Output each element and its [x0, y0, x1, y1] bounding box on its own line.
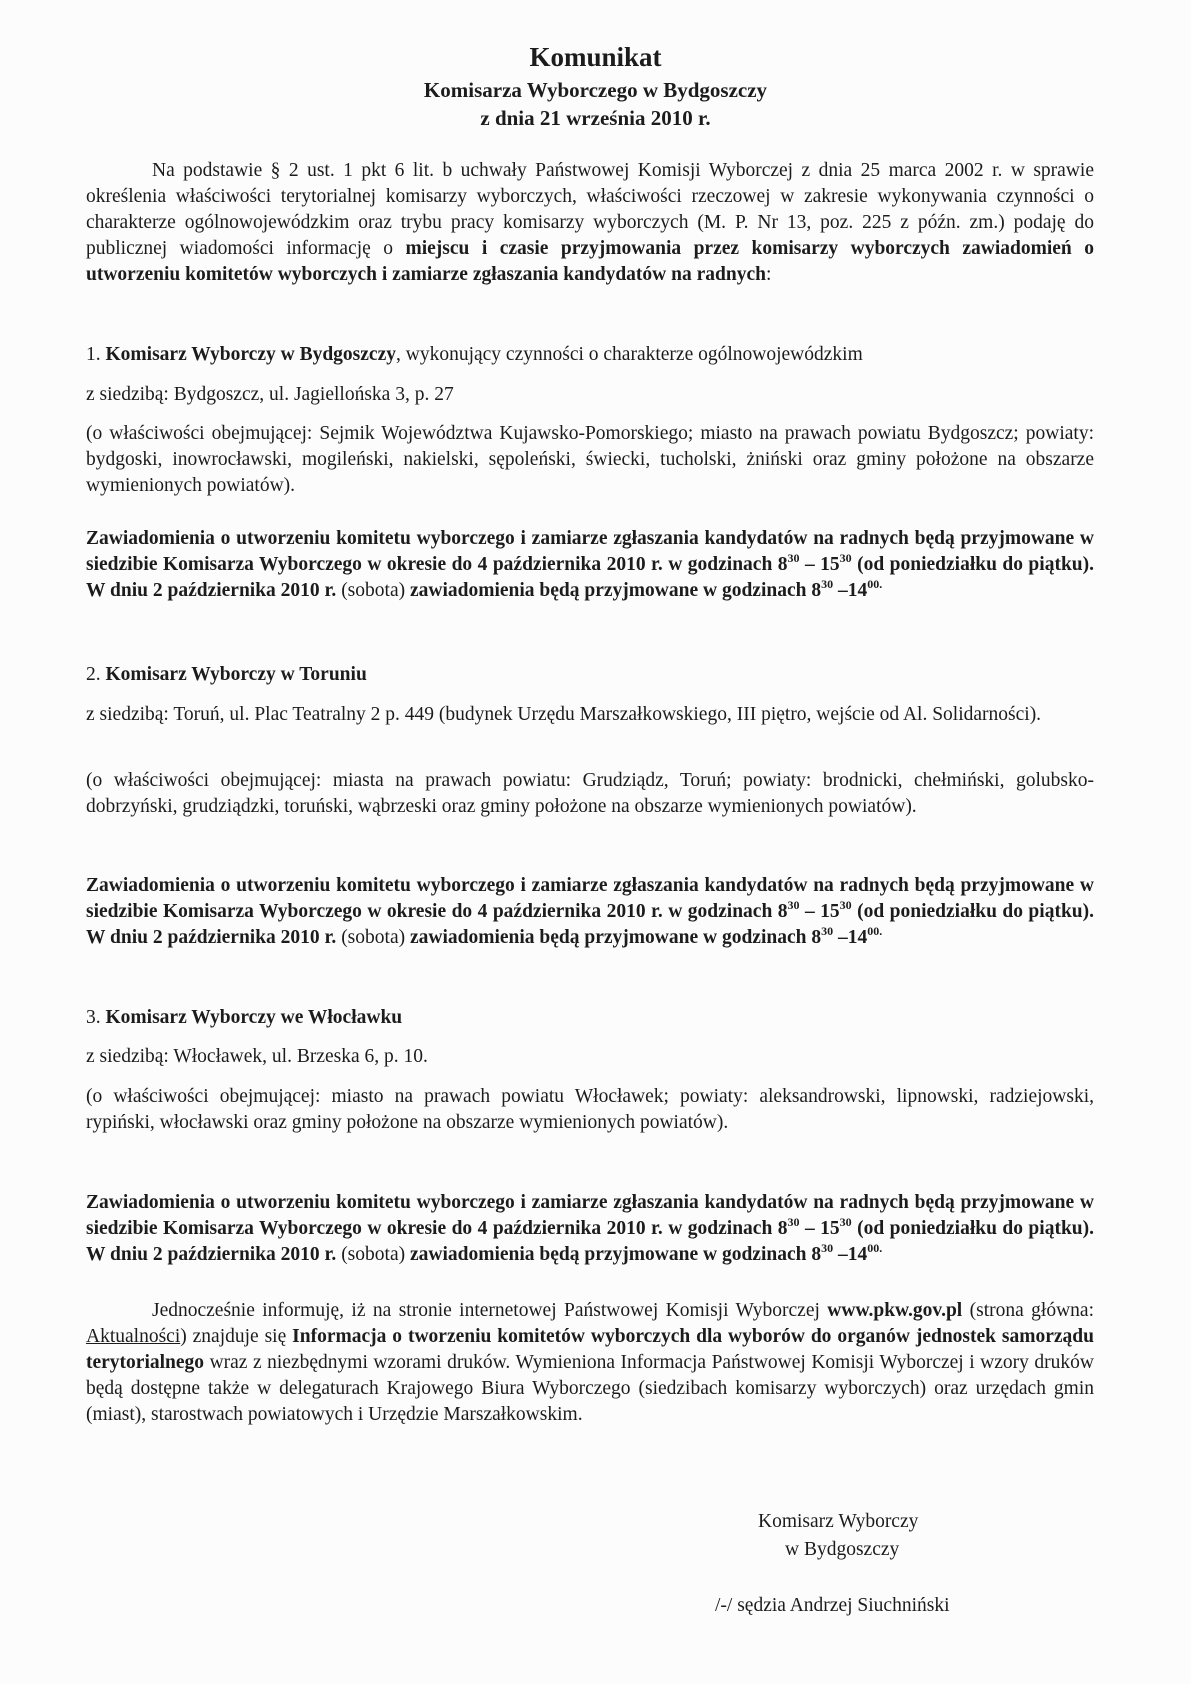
closing-bold: Informacja o tworzeniu komitetów wyborczych dla wyborów do organów jednostek samorządu terytorialnego	[86, 1326, 1094, 1373]
document-subtitle: Komisarza Wyborczego w Bydgoszczy	[423, 78, 768, 102]
intro-bold: miejscu i czasie przyjmowania przez komisarzy wyborczych zawiadomień o utworzeniu komitetów wyborczych i zamiarze zgłaszania kandydatów na radnych	[86, 238, 1094, 285]
closing-paragraph: Jednocześnie informuję, iż na stronie internetowej Państwowej Komisji Wyborczej www.pkw.gov.pl (strona główna: Aktualności) znajduje się Informacja o tworzeniu komitetów wyborczych dla wyborów do organów jednostek samorządu terytorialnego wraz z niezbędnymi wzorami druków. Wymieniona Informacja Państwowej Komisji Wyborczej i wzory druków będą dostępne także w delegaturach Krajowego Biura Wyborczego (siedzibach komisarzy wyborczych) oraz urzędach gmin (miast), starostwach powiatowych i Urzędzie Marszałkowskim.	[86, 1300, 1094, 1425]
pkw-url: www.pkw.gov.pl	[827, 1300, 963, 1321]
section-1-number: 1.	[86, 344, 106, 365]
aktualnosci-link: Aktualności	[86, 1326, 181, 1347]
document-title: Komunikat	[529, 42, 662, 72]
section-3-number: 3.	[86, 1007, 106, 1028]
signature-office: w Bydgoszczy	[785, 1539, 900, 1560]
section-3-name: Komisarz Wyborczy we Włocławku	[105, 1007, 403, 1028]
section-2-notice: Zawiadomienia o utworzeniu komitetu wyborczego i zamiarze zgłaszania kandydatów na radnych będą przyjmowane w siedzibie Komisarza Wyborczego w okresie do 4 października 2010 r. w godzinach $8^{30} - 15^{30}$ (od poniedziałku do piątku). W dniu 2 października 2010 r. (sobota) zawiadomienia będą przyjmowane w godzinach $8^{30}$ $-14^{00.}$	[86, 875, 1094, 948]
section-1-heading	[86, 342, 863, 368]
section-2-heading	[86, 662, 367, 688]
intro-paragraph	[86, 158, 1094, 288]
document-date: z dnia 21 września 2010 r.	[480, 106, 711, 130]
signature-title: Komisarz Wyborczy	[758, 1511, 919, 1532]
section-2-number: 2.	[86, 664, 106, 685]
notice-text-a: Zawiadomienia o utworzeniu komitetu wyborczego i zamiarze zgłaszania kandydatów na radnych będą przyjmowane w siedzibie Komisarza Wyborczego w okresie do 4 października 2010 r. w godzinach 8	[86, 528, 1094, 575]
section-2-scope: (o właściwości obejmującej: miasta na prawach powiatu: Grudziądz, Toruń; powiaty: brodnicki, chełmiński, golubsko-dobrzyński, grudziądzki, toruński, wąbrzeski oraz gminy położone na obszarze wymienionych powiatów).	[86, 770, 1094, 817]
section-1-notice: Zawiadomienia o utworzeniu komitetu wyborczego i zamiarze zgłaszania kandydatów na radnych będą przyjmowane w siedzibie Komisarza Wyborczego w okresie do 4 października 2010 r. w godzinach $8^{30} - 15^{30}$ (od poniedziałku do piątku). W dniu 2 października 2010 r. (sobota) zawiadomienia będą przyjmowane w godzinach $8^{30}$ $-14^{00.}$	[86, 528, 1094, 601]
section-3-heading	[86, 1005, 402, 1031]
intro-end: :	[765, 264, 772, 285]
section-2-name: Komisarz Wyborczy w Toruniu	[105, 664, 367, 685]
section-1-name: Komisarz Wyborczy w Bydgoszczy	[105, 344, 396, 365]
section-2-seat: z siedzibą: Toruń, ul. Plac Teatralny 2 p. 449 (budynek Urzędu Marszałkowskiego, III piętro, wejście od Al. Solidarności).	[86, 704, 1042, 725]
section-1-scope: (o właściwości obejmującej: Sejmik Województwa Kujawsko-Pomorskiego; miasto na prawach powiatu Bydgoszcz; powiaty: bydgoski, inowrocławski, mogileński, nakielski, sępoleński, świecki, tucholski, żniński oraz gminy położone na obszarze wymienionych powiatów).	[86, 423, 1094, 496]
signature-name: /-/ sędzia Andrzej Siuchniński	[715, 1595, 950, 1616]
section-1-name-tail: , wykonujący czynności o charakterze ogólnowojewódzkim	[395, 344, 863, 365]
section-3-scope: (o właściwości obejmującej: miasto na prawach powiatu Włocławek; powiaty: aleksandrowski, lipnowski, radziejowski, rypiński, włocławski oraz gminy położone na obszarze wymienionych powiatów).	[86, 1086, 1094, 1133]
section-1-seat: z siedzibą: Bydgoszcz, ul. Jagiellońska 3, p. 27	[86, 384, 454, 405]
section-3-seat: z siedzibą: Włocławek, ul. Brzeska 6, p. 10.	[86, 1046, 428, 1067]
section-3-notice: Zawiadomienia o utworzeniu komitetu wyborczego i zamiarze zgłaszania kandydatów na radnych będą przyjmowane w siedzibie Komisarza Wyborczego w okresie do 4 października 2010 r. w godzinach $8^{30} - 15^{30}$ (od poniedziałku do piątku). W dniu 2 października 2010 r. (sobota) zawiadomienia będą przyjmowane w godzinach $8^{30}$ $-14^{00.}$	[86, 1192, 1094, 1265]
intro-text: Na podstawie § 2 ust. 1 pkt 6 lit. b uchwały Państwowej Komisji Wyborczej z dnia 25 marca 2002 r. w sprawie określenia właściwości terytorialnej komisarzy wyborczych, właściwości rzeczowej w zakresie wykonywania czynności o charakterze ogólnowojewódzkim oraz trybu pracy komisarzy wyborczych (M. P. Nr 13, poz. 225 z późn. zm.) podaję do publicznej wiadomości informację o	[86, 160, 1094, 259]
